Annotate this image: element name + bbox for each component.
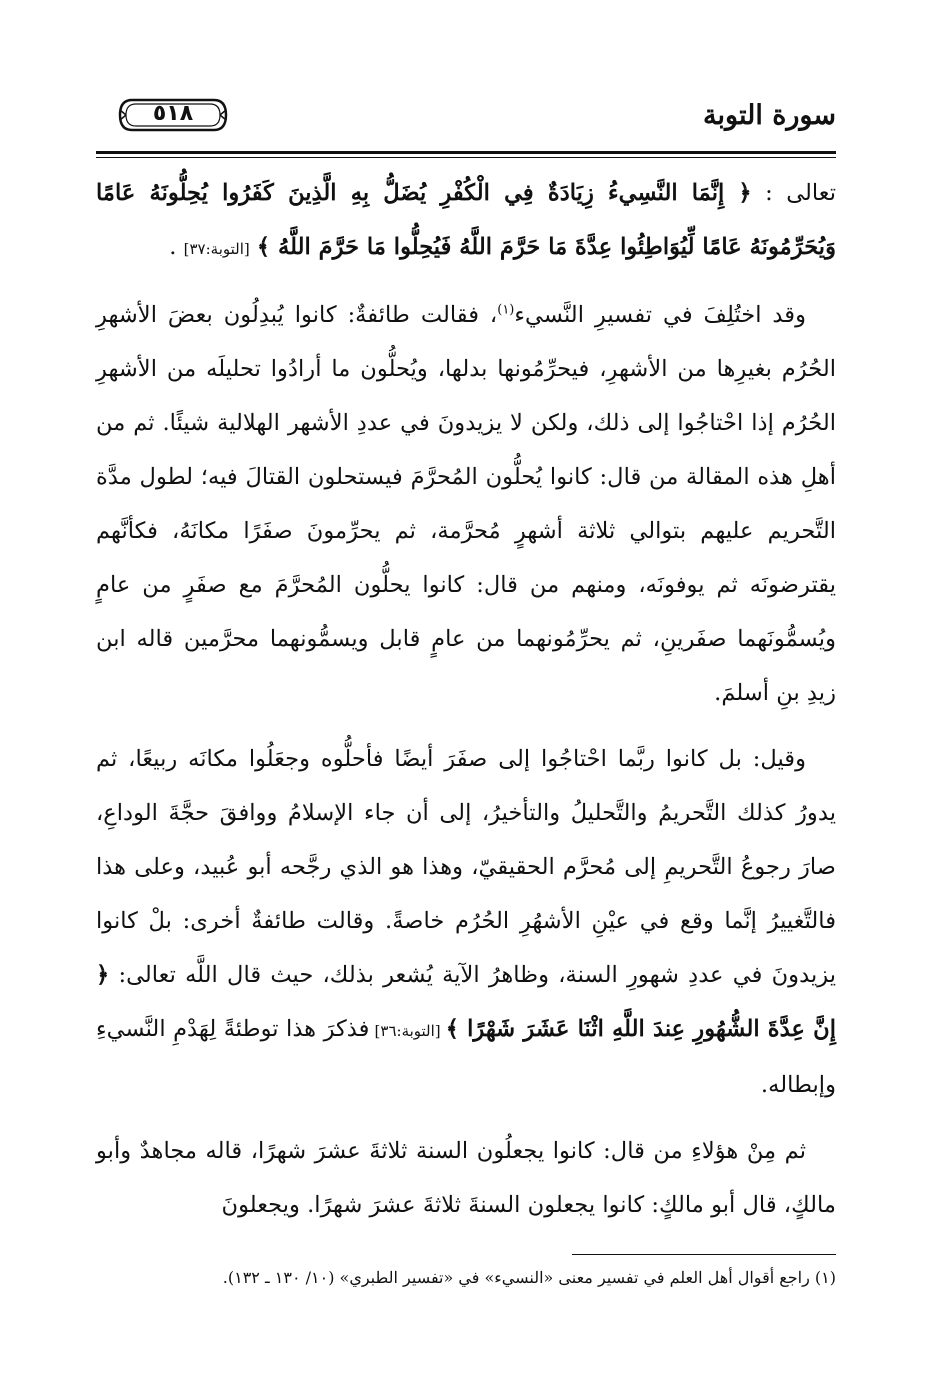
footnote: (١) راجع أقوال أهل العلم في تفسير معنى «النسيء» في «تفسير الطبري» (١٠/ ١٣٠ ـ ١٣٢). — [222, 1268, 836, 1287]
paragraph-2 — [96, 288, 836, 720]
paragraph-1 — [96, 166, 836, 276]
paragraph-text: ، فقالت طائفةٌ: كانوا يُبدِلُون بعضَ الأشهرِ الحُرُم بغيرِها من الأشهرِ، فيحرِّمُونها بدلها، ويُحلُّون ما أرادُوا تحليلَه من الأشهرِ الحُرُم إذا احْتاجُوا إلى ذلك، ولكن لا يزيدونَ في عددِ الأشهر الهلالية شيئًا. ثم من أهلِ هذه المقالة من قال: كانوا يُحلُّون المُحرَّمَ فيستحلون القتالَ فيه؛ لطول مدَّة التَّحريم عليهم بتوالي ثلاثة أشهرٍ مُحرَّمة، ثم يحرِّمونَ صفَرًا مكانَهُ، فكأنَّهم يقترضونَه ثم يوفونَه، ومنهم من قال: كانوا يحلُّون المُحرَّمَ مع صفَرٍ من عامٍ ويُسمُّونَهما صفَرينِ، ثم يحرِّمُونهما من عامٍ قابل ويسمُّونهما محرَّمين قاله ابن زيدِ بنِ أسلمَ. — [96, 302, 836, 706]
paragraph-end: . — [169, 234, 184, 260]
paragraph-text: وقيل: بل كانوا ربَّما احْتاجُوا إلى صفَرَ أيضًا فأحلُّوه وجعَلُوا مكانَه ربيعًا، ثم يدورُ كذلك التَّحريمُ والتَّحليلُ والتأخيرُ، إلى أن جاء الإسلامُ ووافقَ حجَّةَ الوداعِ، صارَ رجوعُ التَّحريمِ إلى مُحرَّم الحقيقيّ، وهذا هو الذي رجَّحه أبو عُبيد، وعلى هذا فالتَّغييرُ إنَّما وقع في عيْنِ الأشهُرِ الحُرُم خاصةً. وقالت طائفةٌ أخرى: بلْ كانوا يزيدونَ في عددِ شهورِ السنة، وظاهرُ الآية يُشعر بذلك، حيث قال اللَّه تعالى: — [96, 746, 836, 988]
paragraph-text: ثم مِنْ هؤلاءِ من قال: كانوا يجعلُون السنة ثلاثةَ عشرَ شهرًا، قاله مجاهدٌ وأبو مالكٍ، قال أبو مالكٍ: كانوا يجعلون السنةَ ثلاثةَ عشرَ شهرًا. ويجعلونَ — [96, 1138, 836, 1218]
surah-title: سورة التوبة — [703, 100, 836, 131]
lead-word: تعالى : — [751, 180, 836, 206]
page-number: ٥١٨ — [152, 101, 194, 126]
quran-verse: ﴿ إِنَّمَا النَّسِيءُ زِيَادَةٌ فِي الْكُفْرِ يُضَلُّ بِهِ الَّذِينَ كَفَرُوا يُحِلُّونَهُ عَامًا وَيُحَرِّمُونَهُ عَامًا لِّيُوَاطِئُوا عِدَّةَ مَا حَرَّمَ اللَّهُ فَيُحِلُّوا مَا حَرَّمَ اللَّهُ ﴾ — [96, 180, 836, 260]
paragraph-text-start: وقد اختُلِفَ في تفسيرِ النَّسيء — [514, 302, 806, 328]
page-header — [96, 86, 836, 148]
footnote-rule — [572, 1254, 836, 1255]
quran-verse: ﴿ إِنَّ عِدَّةَ الشُّهُورِ عِندَ اللَّهِ اثْنَا عَشَرَ شَهْرًا ﴾ — [96, 962, 836, 1042]
paragraph-4 — [96, 1124, 836, 1232]
verse-reference: [التوبة:٣٦] — [369, 1022, 446, 1040]
verse-reference: [التوبة:٣٧] — [183, 240, 250, 258]
paragraph-3 — [96, 732, 836, 1112]
page-number-badge — [118, 96, 228, 134]
header-rule-thin — [96, 157, 836, 158]
header-rule — [96, 151, 836, 154]
footnote-marker[interactable]: (١) — [497, 302, 515, 318]
body-text — [96, 166, 836, 1232]
paragraph-end: فذكرَ هذا توطئةً لِهَدْمِ النَّسيءِ وإبطاله. — [96, 1016, 836, 1098]
